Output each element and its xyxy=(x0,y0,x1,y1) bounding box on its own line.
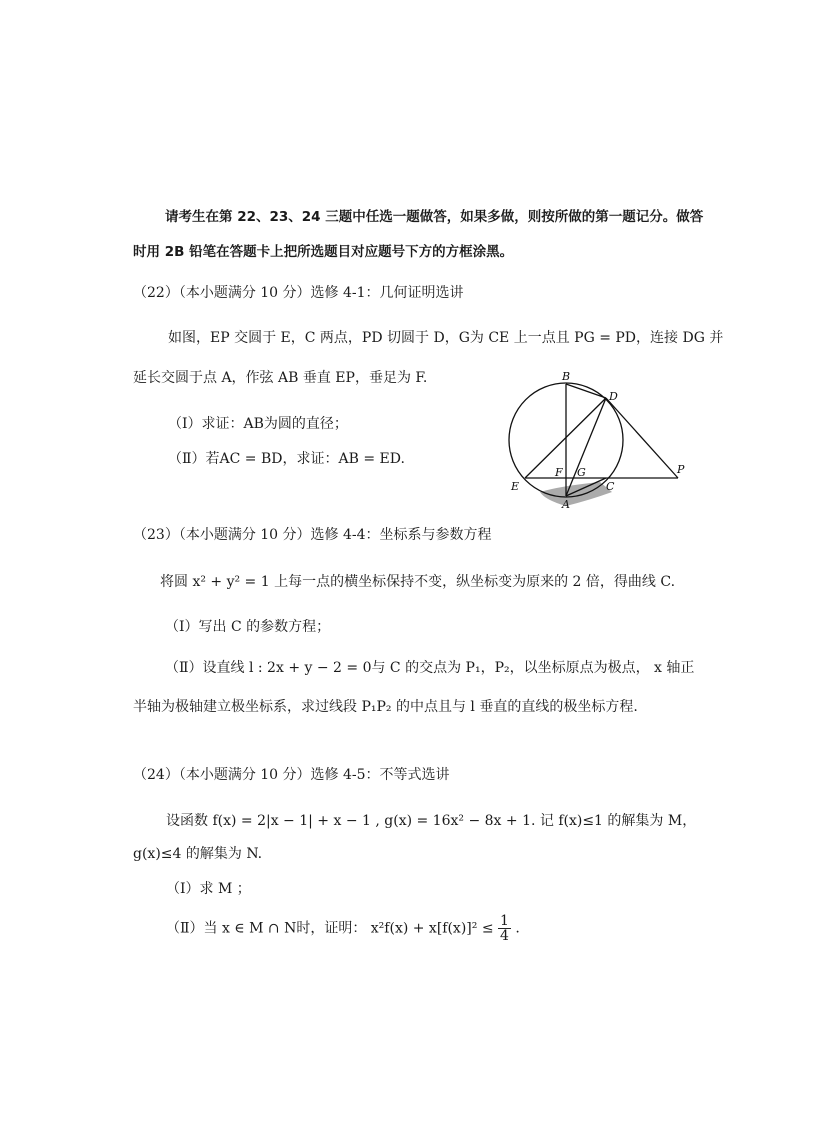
q24-part-2-end: . xyxy=(515,920,520,937)
q23-header: （23）（本小题满分 10 分）选修 4-4：坐标系与参数方程 xyxy=(133,527,492,543)
q23-part-2a: （Ⅱ）设直线 l : 2x + y − 2 = 0与 C 的交点为 P₁，P₂，以坐标原点为极点， x 轴正 xyxy=(165,660,695,676)
label-D: D xyxy=(609,390,618,403)
q24-part-2-text: （Ⅱ）当 x ∈ M ∩ N时，证明： x²f(x) + x[f(x)]² ≤ xyxy=(166,920,494,937)
fraction-one-quarter xyxy=(498,914,511,943)
fraction-numerator: 1 xyxy=(500,913,509,929)
q24-part-2 xyxy=(166,914,520,943)
label-C: C xyxy=(606,480,615,493)
q24-text-2: g(x)≤4 的解集为 N. xyxy=(133,846,263,862)
fraction-denominator: 4 xyxy=(500,928,509,944)
label-A: A xyxy=(562,498,570,511)
q22-part-2: （Ⅱ）若AC = BD，求证：AB = ED. xyxy=(168,451,405,467)
instructions-line-2: 时用 2B 铅笔在答题卡上把所选题目对应题号下方的方框涂黑。 xyxy=(133,244,514,260)
q23-text-1: 将圆 x² + y² = 1 上每一点的横坐标保持不变，纵坐标变为原来的 2 倍，得曲线 C. xyxy=(160,574,676,590)
q24-text-1: 设函数 f(x) = 2|x − 1| + x − 1 , g(x) = 16x² − 8x + 1. 记 f(x)≤1 的解集为 M， xyxy=(166,813,697,829)
label-F: F xyxy=(555,466,563,479)
q24-header: （24）（本小题满分 10 分）选修 4-5：不等式选讲 xyxy=(133,767,450,783)
label-G: G xyxy=(577,466,586,479)
q22-text-2: 延长交圆于点 A，作弦 AB 垂直 EP，垂足为 F. xyxy=(133,370,428,386)
q22-text-1: 如图，EP 交圆于 E，C 两点，PD 切圆于 D，G为 CE 上一点且 PG = PD，连接 DG 并 xyxy=(168,330,724,346)
instructions-line-1: 请考生在第 22、23、24 三题中任选一题做答，如果多做，则按所做的第一题记分。做答 xyxy=(165,209,704,225)
q24-part-1: （Ⅰ）求 M ； xyxy=(166,881,251,897)
label-E: E xyxy=(511,480,520,493)
q23-part-2b: 半轴为极轴建立极坐标系，求过线段 P₁P₂ 的中点且与 l 垂直的直线的极坐标方程. xyxy=(133,699,638,715)
label-P: P xyxy=(677,463,685,476)
q22-header: （22）（本小题满分 10 分）选修 4-1：几何证明选讲 xyxy=(133,285,464,301)
q23-part-1: （Ⅰ）写出 C 的参数方程； xyxy=(165,619,331,635)
q22-part-1: （Ⅰ）求证：AB为圆的直径； xyxy=(168,416,348,432)
label-B: B xyxy=(562,370,571,383)
